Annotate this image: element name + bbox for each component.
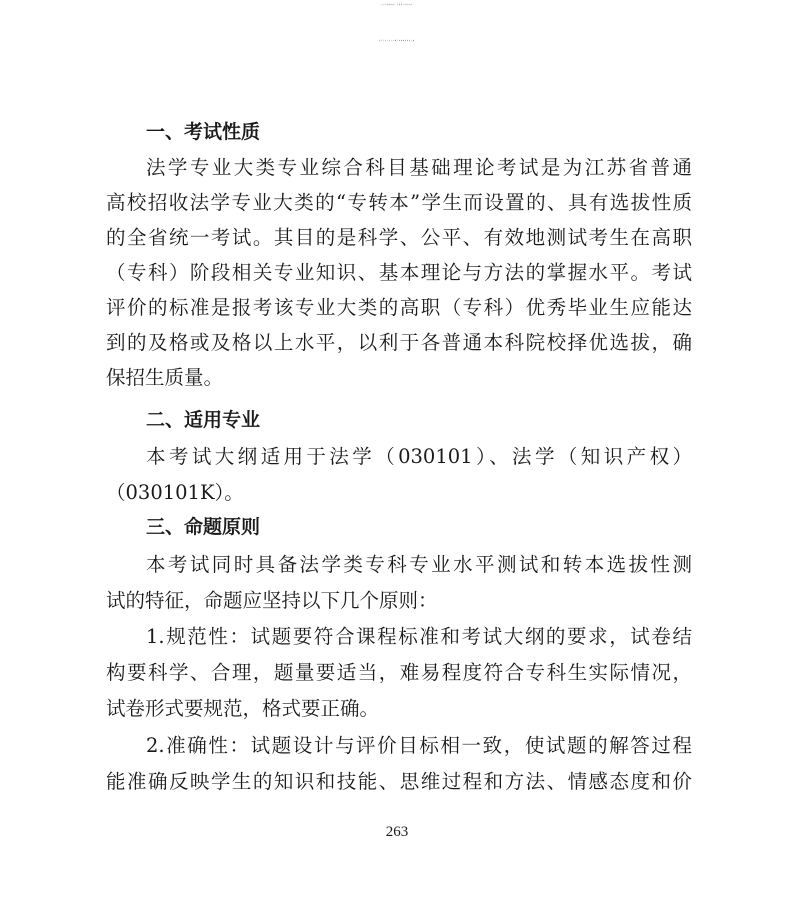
section-heading: 一、考试性质 [146, 121, 261, 143]
paragraph-line: 本考试同时具备法学类专科专业水平测试和转本选拔性测 [146, 553, 692, 576]
paragraph-line: （030101K）。 [106, 481, 244, 504]
paragraph-line: 试卷形式要规范，格式要正确。 [106, 697, 380, 720]
document-title-line-1: 江苏省普通高校“专转本”选拔考试 [381, 5, 413, 6]
paragraph-line: 1.规范性：试题要符合课程标准和考试大纲的要求，试卷结 [146, 625, 692, 648]
paragraph-line: 能准确反映学生的知识和技能、思维过程和方法、情感态度和价 [106, 770, 692, 793]
paragraph-line: （专科）阶段相关专业知识、基本理论与方法的掌握水平。考试 [106, 261, 692, 284]
section-heading: 二、适用专业 [146, 409, 261, 431]
paragraph-line: 试的特征，命题应坚持以下几个原则： [106, 589, 438, 612]
paragraph-line: 保招生质量。 [106, 366, 224, 389]
paragraph-line: 构要科学、合理，题量要适当，难易程度符合专科生实际情况， [106, 661, 692, 684]
paragraph-line: 2.准确性：试题设计与评价目标相一致，使试题的解答过程 [146, 734, 692, 757]
paragraph-line: 到的及格或及格以上水平，以利于各普通本科院校择优选拔，确 [106, 331, 692, 354]
paragraph-line: 的全省统一考试。其目的是科学、公平、有效地测试考生在高职 [106, 226, 692, 249]
paragraph-line: 高校招收法学专业大类的“专转本”学生而设置的、具有选拔性质 [106, 191, 692, 214]
section-heading: 三、命题原则 [146, 516, 261, 538]
page-number: 263 [385, 824, 409, 840]
paragraph-line: 评价的标准是报考该专业大类的高职（专科）优秀毕业生应能达 [106, 296, 692, 319]
document-title-line-2: 法学专业大类专业综合基础理论考试大纲 [379, 41, 415, 42]
paragraph-line: 法学专业大类专业综合科目基础理论考试是为江苏省普通 [146, 156, 692, 179]
paragraph-line: 本考试大纲适用于法学（030101）、法学（知识产权） [146, 445, 692, 468]
